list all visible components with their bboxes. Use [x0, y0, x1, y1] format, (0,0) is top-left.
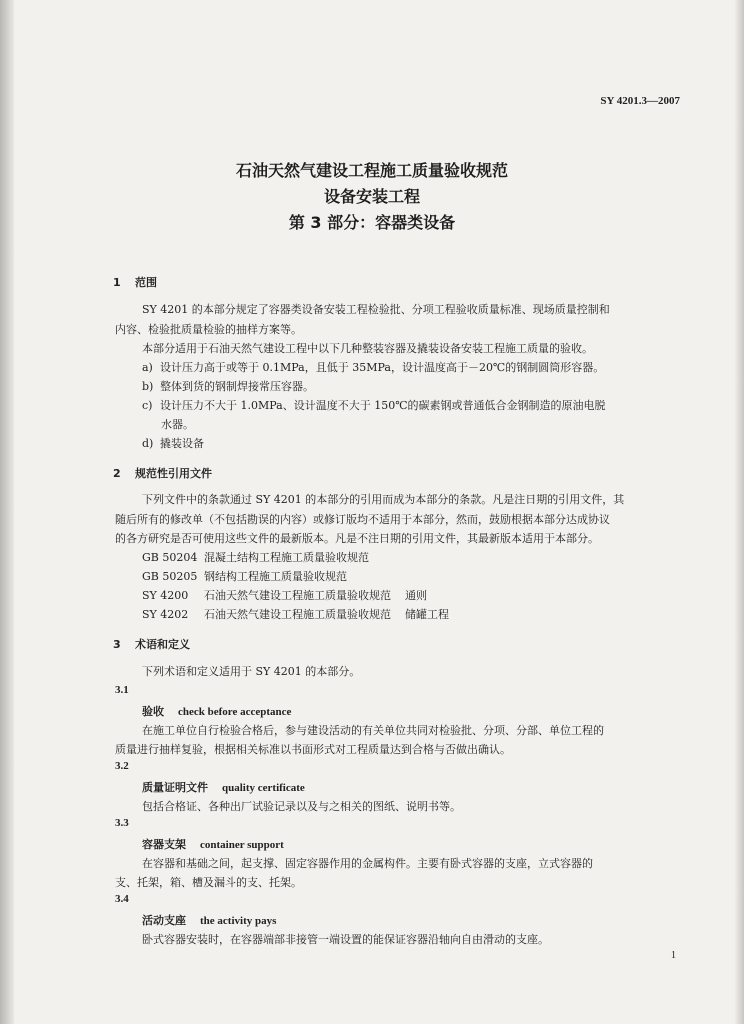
section-2-heading [113, 465, 212, 481]
paragraph-line: 下列文件中的条款通过 SY 4201 的本部分的引用而成为本部分的条款。凡是注日期的引用文件，其 [142, 493, 625, 506]
title-main: 石油天然气建设工程施工质量验收规范 [235, 161, 508, 180]
reference-item [142, 548, 369, 567]
reference-name: 混凝土结构工程施工质量验收规范 [204, 551, 369, 564]
term-title [142, 912, 276, 928]
standard-code: SY 4201.3—2007 [600, 95, 680, 107]
reference-item [142, 567, 347, 586]
reference-code: GB 50205 [142, 570, 198, 583]
reference-code: GB 50204 [142, 551, 198, 564]
paragraph-line: 下列术语和定义适用于 SY 4201 的本部分。 [142, 665, 361, 678]
term-en: container support [200, 839, 284, 851]
list-item [142, 434, 204, 453]
scan-edge-right [734, 0, 744, 1024]
list-mark: c) [142, 399, 153, 412]
section-title: 术语和定义 [135, 638, 190, 651]
list-item [142, 358, 604, 377]
term-definition-line: 质量进行抽样复验，根据相关标准以书面形式对工程质量达到合格与否做出确认。 [115, 743, 511, 756]
term-definition-line: 在容器和基础之间，起支撑、固定容器作用的金属构件。主要有卧式容器的支座，立式容器的 [142, 857, 593, 870]
paragraph-line: 的各方研究是否可使用这些文件的最新版本。凡是不注日期的引用文件，其最新版本适用于本部分。 [115, 532, 599, 545]
reference-subtitle: 通则 [405, 589, 427, 602]
list-text: 整体到货的钢制焊接常压容器。 [160, 380, 314, 393]
term-title [142, 703, 291, 719]
list-text: 撬装设备 [160, 437, 204, 450]
list-mark: a) [142, 361, 153, 374]
list-mark: b) [142, 380, 154, 393]
term-en: quality certificate [222, 782, 305, 794]
term-number: 3.1 [115, 684, 129, 696]
reference-name: 石油天然气建设工程施工质量验收规范 [204, 589, 391, 602]
term-cn: 验收 [142, 705, 164, 718]
title-part: 第 3 部分：容器类设备 [288, 213, 456, 232]
reference-subtitle: 储罐工程 [405, 608, 449, 621]
list-item [142, 396, 606, 415]
section-number: 1 [113, 276, 121, 289]
term-number: 3.2 [115, 760, 129, 772]
paragraph-line: SY 4201 的本部分规定了容器类设备安装工程检验批、分项工程验收质量标准、现场质量控制和 [142, 303, 610, 316]
term-definition-line: 卧式容器安装时，在容器端部非接管一端设置的能保证容器沿轴向自由滑动的支座。 [142, 933, 549, 946]
paragraph-line: 本部分适用于石油天然气建设工程中以下几种整装容器及撬装设备安装工程施工质量的验收。 [142, 342, 593, 355]
term-cn: 质量证明文件 [142, 781, 208, 794]
paragraph-line: 随后所有的修改单（不包括勘误的内容）或修订版均不适用于本部分，然而，鼓励根据本部分达成协议 [115, 513, 610, 526]
section-3-heading [113, 636, 190, 652]
term-number: 3.4 [115, 893, 129, 905]
list-item-continuation: 水器。 [161, 418, 194, 431]
reference-code: SY 4202 [142, 608, 189, 621]
term-title [142, 779, 305, 795]
reference-name: 石油天然气建设工程施工质量验收规范 [204, 608, 391, 621]
term-en: check before acceptance [178, 706, 292, 718]
term-definition-line: 包括合格证、各种出厂试验记录以及与之相关的图纸、说明书等。 [142, 800, 461, 813]
reference-item [142, 605, 449, 624]
term-definition-line: 支、托架，箱、槽及漏斗的支、托架。 [115, 876, 302, 889]
term-number: 3.3 [115, 817, 129, 829]
reference-name: 钢结构工程施工质量验收规范 [204, 570, 347, 583]
list-mark: d) [142, 437, 154, 450]
term-en: the activity pays [200, 915, 277, 927]
section-title: 范围 [135, 276, 157, 289]
term-title [142, 836, 284, 852]
section-1-heading [113, 274, 157, 290]
list-text: 设计压力高于或等于 0.1MPa，且低于 35MPa，设计温度高于－20℃的钢制圆筒形容器。 [160, 361, 605, 374]
reference-code: SY 4200 [142, 589, 189, 602]
page-number: 1 [671, 950, 676, 961]
scan-edge-left [0, 0, 14, 1024]
term-definition-line: 在施工单位自行检验合格后，参与建设活动的有关单位共同对检验批、分项、分部、单位工程的 [142, 724, 604, 737]
section-number: 3 [113, 638, 121, 651]
list-text: 设计压力不大于 1.0MPa、设计温度不大于 150℃的碳素钢或普通低合金钢制造的原油电脱 [160, 399, 606, 412]
section-title: 规范性引用文件 [135, 467, 212, 480]
term-cn: 容器支架 [142, 838, 186, 851]
list-item [142, 377, 314, 396]
reference-item [142, 586, 427, 605]
term-cn: 活动支座 [142, 914, 186, 927]
title-sub: 设备安装工程 [323, 187, 420, 206]
paragraph-line: 内容、检验批质量检验的抽样方案等。 [115, 323, 302, 336]
section-number: 2 [113, 467, 121, 480]
